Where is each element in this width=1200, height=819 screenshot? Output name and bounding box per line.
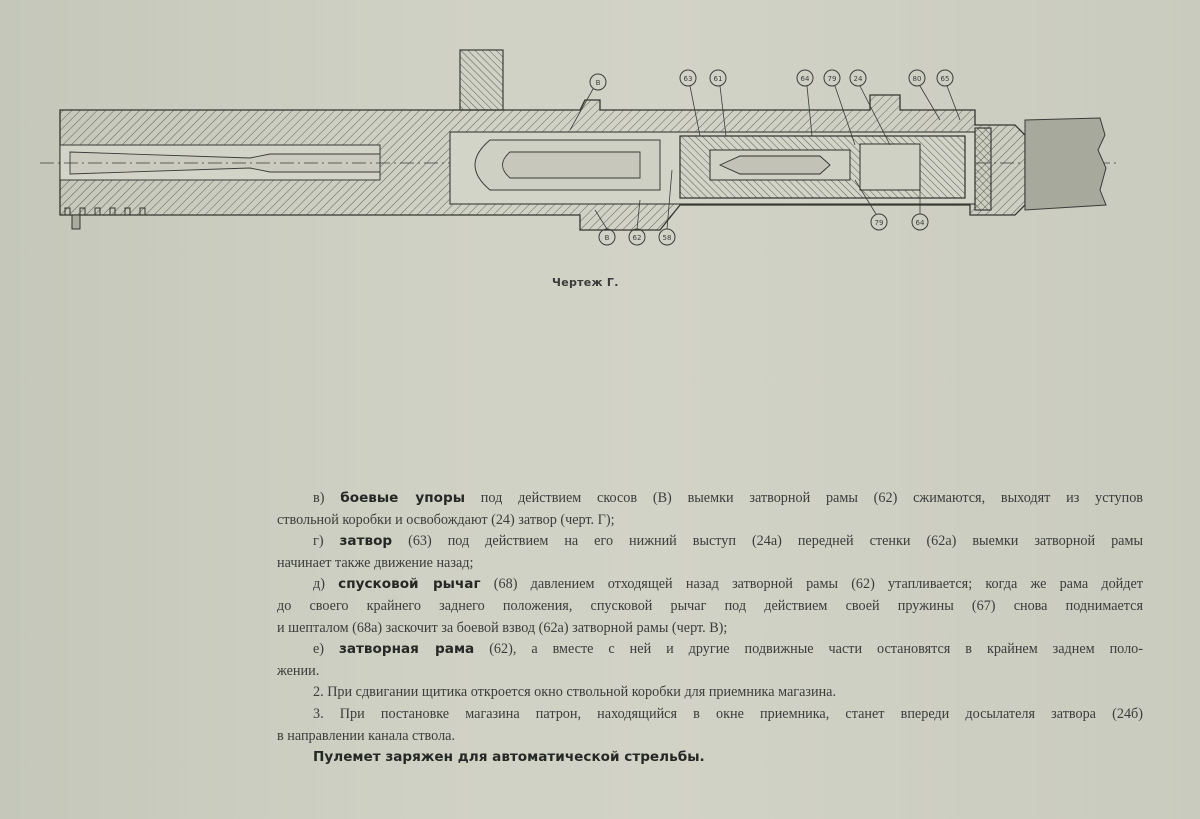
paragraph-g: г) затвор (63) под действием на его нижний выступ (24а) передней стенки (62а) выемки затворной рамы: [313, 533, 1143, 550]
paragraph-e-line2: жении.: [277, 662, 320, 679]
term: спусковой рычаг: [338, 576, 481, 593]
bolt-guide: [503, 152, 641, 178]
svg-text:79: 79: [874, 219, 884, 227]
sight-post: [460, 50, 503, 110]
paragraph-3-line2: в направлении канала ствола.: [277, 727, 455, 744]
firing-pin: [720, 156, 830, 174]
svg-text:80: 80: [912, 75, 922, 83]
paragraph-g-line2: начинает также движение назад;: [277, 554, 474, 571]
svg-text:63: 63: [683, 75, 693, 83]
svg-text:58: 58: [662, 234, 672, 242]
svg-text:64: 64: [915, 219, 925, 227]
end-plate: [975, 128, 991, 210]
bolt-rear: [860, 144, 920, 190]
technical-drawing: [40, 40, 1170, 260]
paragraph-d-line3: и шепталом (68а) заскочит за боевой взвод (62а) затворной рамы (черт. В);: [277, 619, 728, 636]
front-lug: [72, 215, 80, 229]
term: затворная рама: [338, 641, 475, 658]
paragraph-e: е) затворная рама (62), а вместе с ней и другие подвижные части остановятся в крайнем заднем поло-: [313, 641, 1143, 658]
paragraph-v: в) боевые упоры под действием скосов (В) выемки затворной рамы (62) сжимаются, выходят из уступов: [313, 490, 1143, 506]
paragraph-d: д) спусковой рычаг (68) давлением отходящей назад затворной рамы (62) утапливается; когда же рама дойдет: [313, 576, 1143, 593]
stock: [1025, 118, 1106, 210]
paragraph-2: 2. При сдвигании щитика откроется окно ствольной коробки для приемника магазина.: [313, 684, 837, 701]
term: боевые упоры: [340, 490, 465, 506]
svg-text:64: 64: [800, 75, 810, 83]
paragraph-v-line2: ствольной коробки и освобождают (24) затвор (черт. Г);: [277, 511, 615, 528]
svg-text:79: 79: [827, 75, 837, 83]
svg-text:65: 65: [940, 75, 950, 83]
paragraph-3: 3. При постановке магазина патрон, находящийся в окне приемника, станет впереди досылателя затвора (24б): [313, 705, 1143, 722]
body-text: [277, 488, 1143, 769]
term: затвор: [339, 533, 393, 550]
svg-text:В: В: [604, 234, 610, 242]
svg-text:61: 61: [713, 75, 723, 83]
drawing-caption: Чертеж Г.: [552, 276, 619, 289]
svg-text:В: В: [595, 79, 601, 87]
svg-text:24: 24: [853, 75, 863, 83]
svg-text:62: 62: [632, 234, 642, 242]
final-statement: Пулемет заряжен для автоматической стрельбы.: [313, 749, 705, 766]
paragraph-d-line2: до своего крайнего заднего положения, спусковой рычаг под действием своей пружины (67) снова поднимается: [277, 597, 1143, 614]
